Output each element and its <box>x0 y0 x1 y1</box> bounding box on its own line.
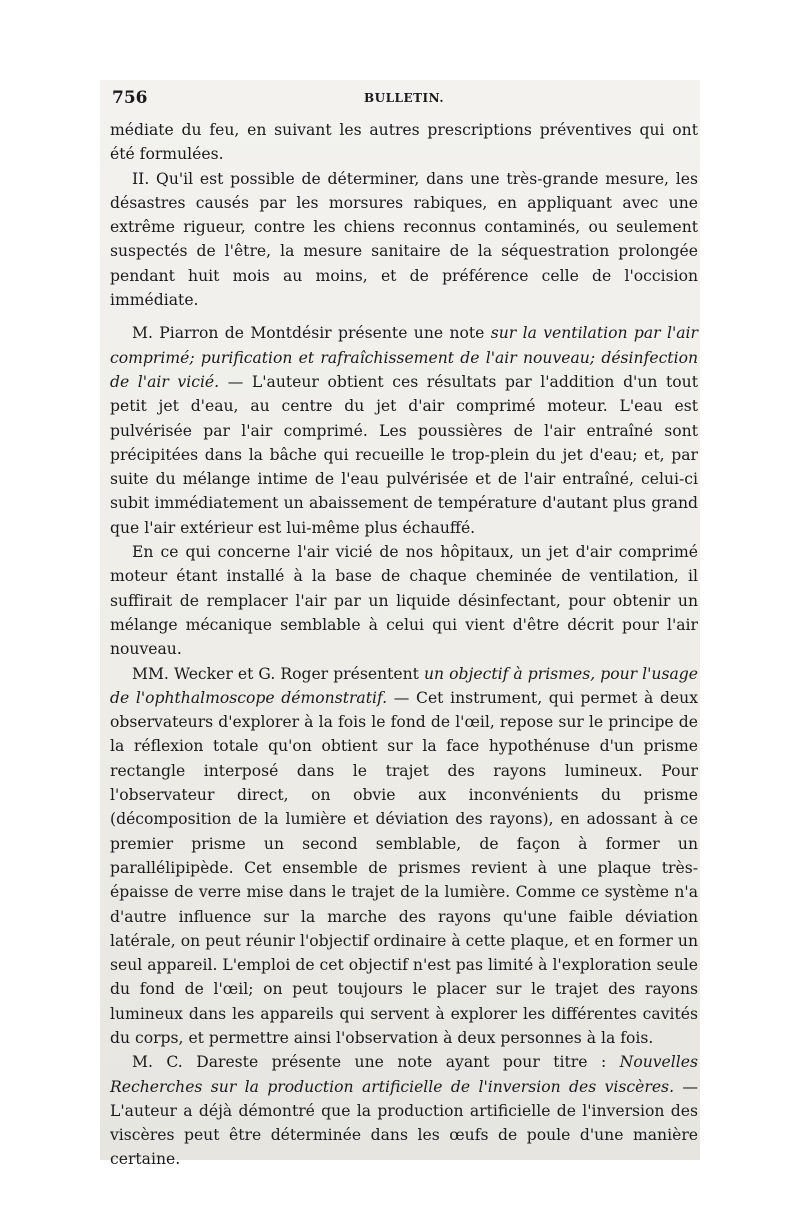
note-title: sur la ventilation par l'air comprimé; purification et rafraîchissement de l'air nouveau; désinfection de l'air vicié. <box>110 324 698 391</box>
page-header <box>112 88 696 112</box>
note-title: Nouvelles Recherches sur la production artificielle de l'inversion des viscères. <box>110 1053 698 1096</box>
book-page <box>100 80 700 1169</box>
paragraph-lead: M. C. Dareste présente une note ayant pour titre : <box>132 1053 620 1072</box>
page-number: 756 <box>112 88 148 108</box>
paragraph-continuation: médiate du feu, en suivant les autres prescriptions préventives qui ont été formulées. <box>110 121 698 164</box>
note-title: un objectif à prismes, pour l'usage de l'ophthalmoscope démonstratif. <box>110 664 698 707</box>
paragraph-hopitaux: En ce qui concerne l'air vicié de nos hôpitaux, un jet d'air comprimé moteur étant installé à la base de chaque cheminée de ventilation, il suffirait de remplacer l'air par un liquide désinfectant, pour obtenir un mélange mécanique semblable à celui qui vient d'être décrit pour l'air nouveau. <box>110 543 698 659</box>
paragraph-conclusion-ii: II. Qu'il est possible de déterminer, dans une très-grande mesure, les désastres causés par les morsures rabiques, en appliquant avec une extrême rigueur, contre les chiens reconnus contaminés, ou seulement suspectés de l'être, la mesure sanitaire de la séquestration prolongée pendant huit mois au moins, et de préférence celle de l'occision immédiate. <box>110 169 698 310</box>
paragraph-wecker <box>110 662 698 1051</box>
paragraph-rest: — L'auteur a déjà démontré que la production artificielle de l'inversion des viscères peut être déterminée dans les œufs de poule d'une manière certaine. <box>110 1077 698 1169</box>
paragraph-rest: — L'auteur obtient ces résultats par l'addition d'un tout petit jet d'eau, au centre du jet d'air comprimé moteur. L'eau est pulvérisée par l'air comprimé. Les poussières de l'air entraîné sont précipitées dans la bâche qui recueille le trop-plein du jet d'eau; et, par suite du mélange intime de l'eau pulvérisée et de l'air entraîné, celui-ci subit immédiatement un abaissement de température d'autant plus grand que l'air extérieur est lui-même plus échauffé. <box>110 372 698 537</box>
paragraph-rest: — Cet instrument, qui permet à deux observateurs d'explorer à la fois le fond de l'œil, repose sur le principe de la réflexion totale qu'on obtient sur la face hypothénuse d'un prisme rectangle interposé dans le trajet des rayons lumineux. Pour l'observateur direct, on obvie aux inconvénients du prisme (décomposition de la lumière et déviation des rayons), en adossant à ce premier prisme un second semblable, de façon à former un parallélipipède. Cet ensemble de prismes revient à une plaque très-épaisse de verre mise dans le trajet de la lumière. Comme ce système n'a d'autre influence sur la marche des rayons qu'une faible déviation latérale, on peut réunir l'objectif ordinaire à cette plaque, et en former un seul appareil. L'emploi de cet objectif n'est pas limité à l'exploration seule du fond de l'œil; on peut toujours le placer sur le trajet des rayons lumineux dans les appareils qui servent à explorer les différentes cavités du corps, et permettre ainsi l'observation à deux personnes à la fois. <box>110 688 698 1047</box>
running-head: BULLETIN. <box>363 91 445 105</box>
paragraph-piarron <box>110 321 698 540</box>
body-text <box>110 118 698 1172</box>
paragraph-lead: MM. Wecker et G. Roger présentent <box>132 664 424 683</box>
paragraph-lead: M. Piarron de Montdésir présente une note <box>132 324 491 343</box>
paragraph-dareste <box>110 1050 698 1171</box>
